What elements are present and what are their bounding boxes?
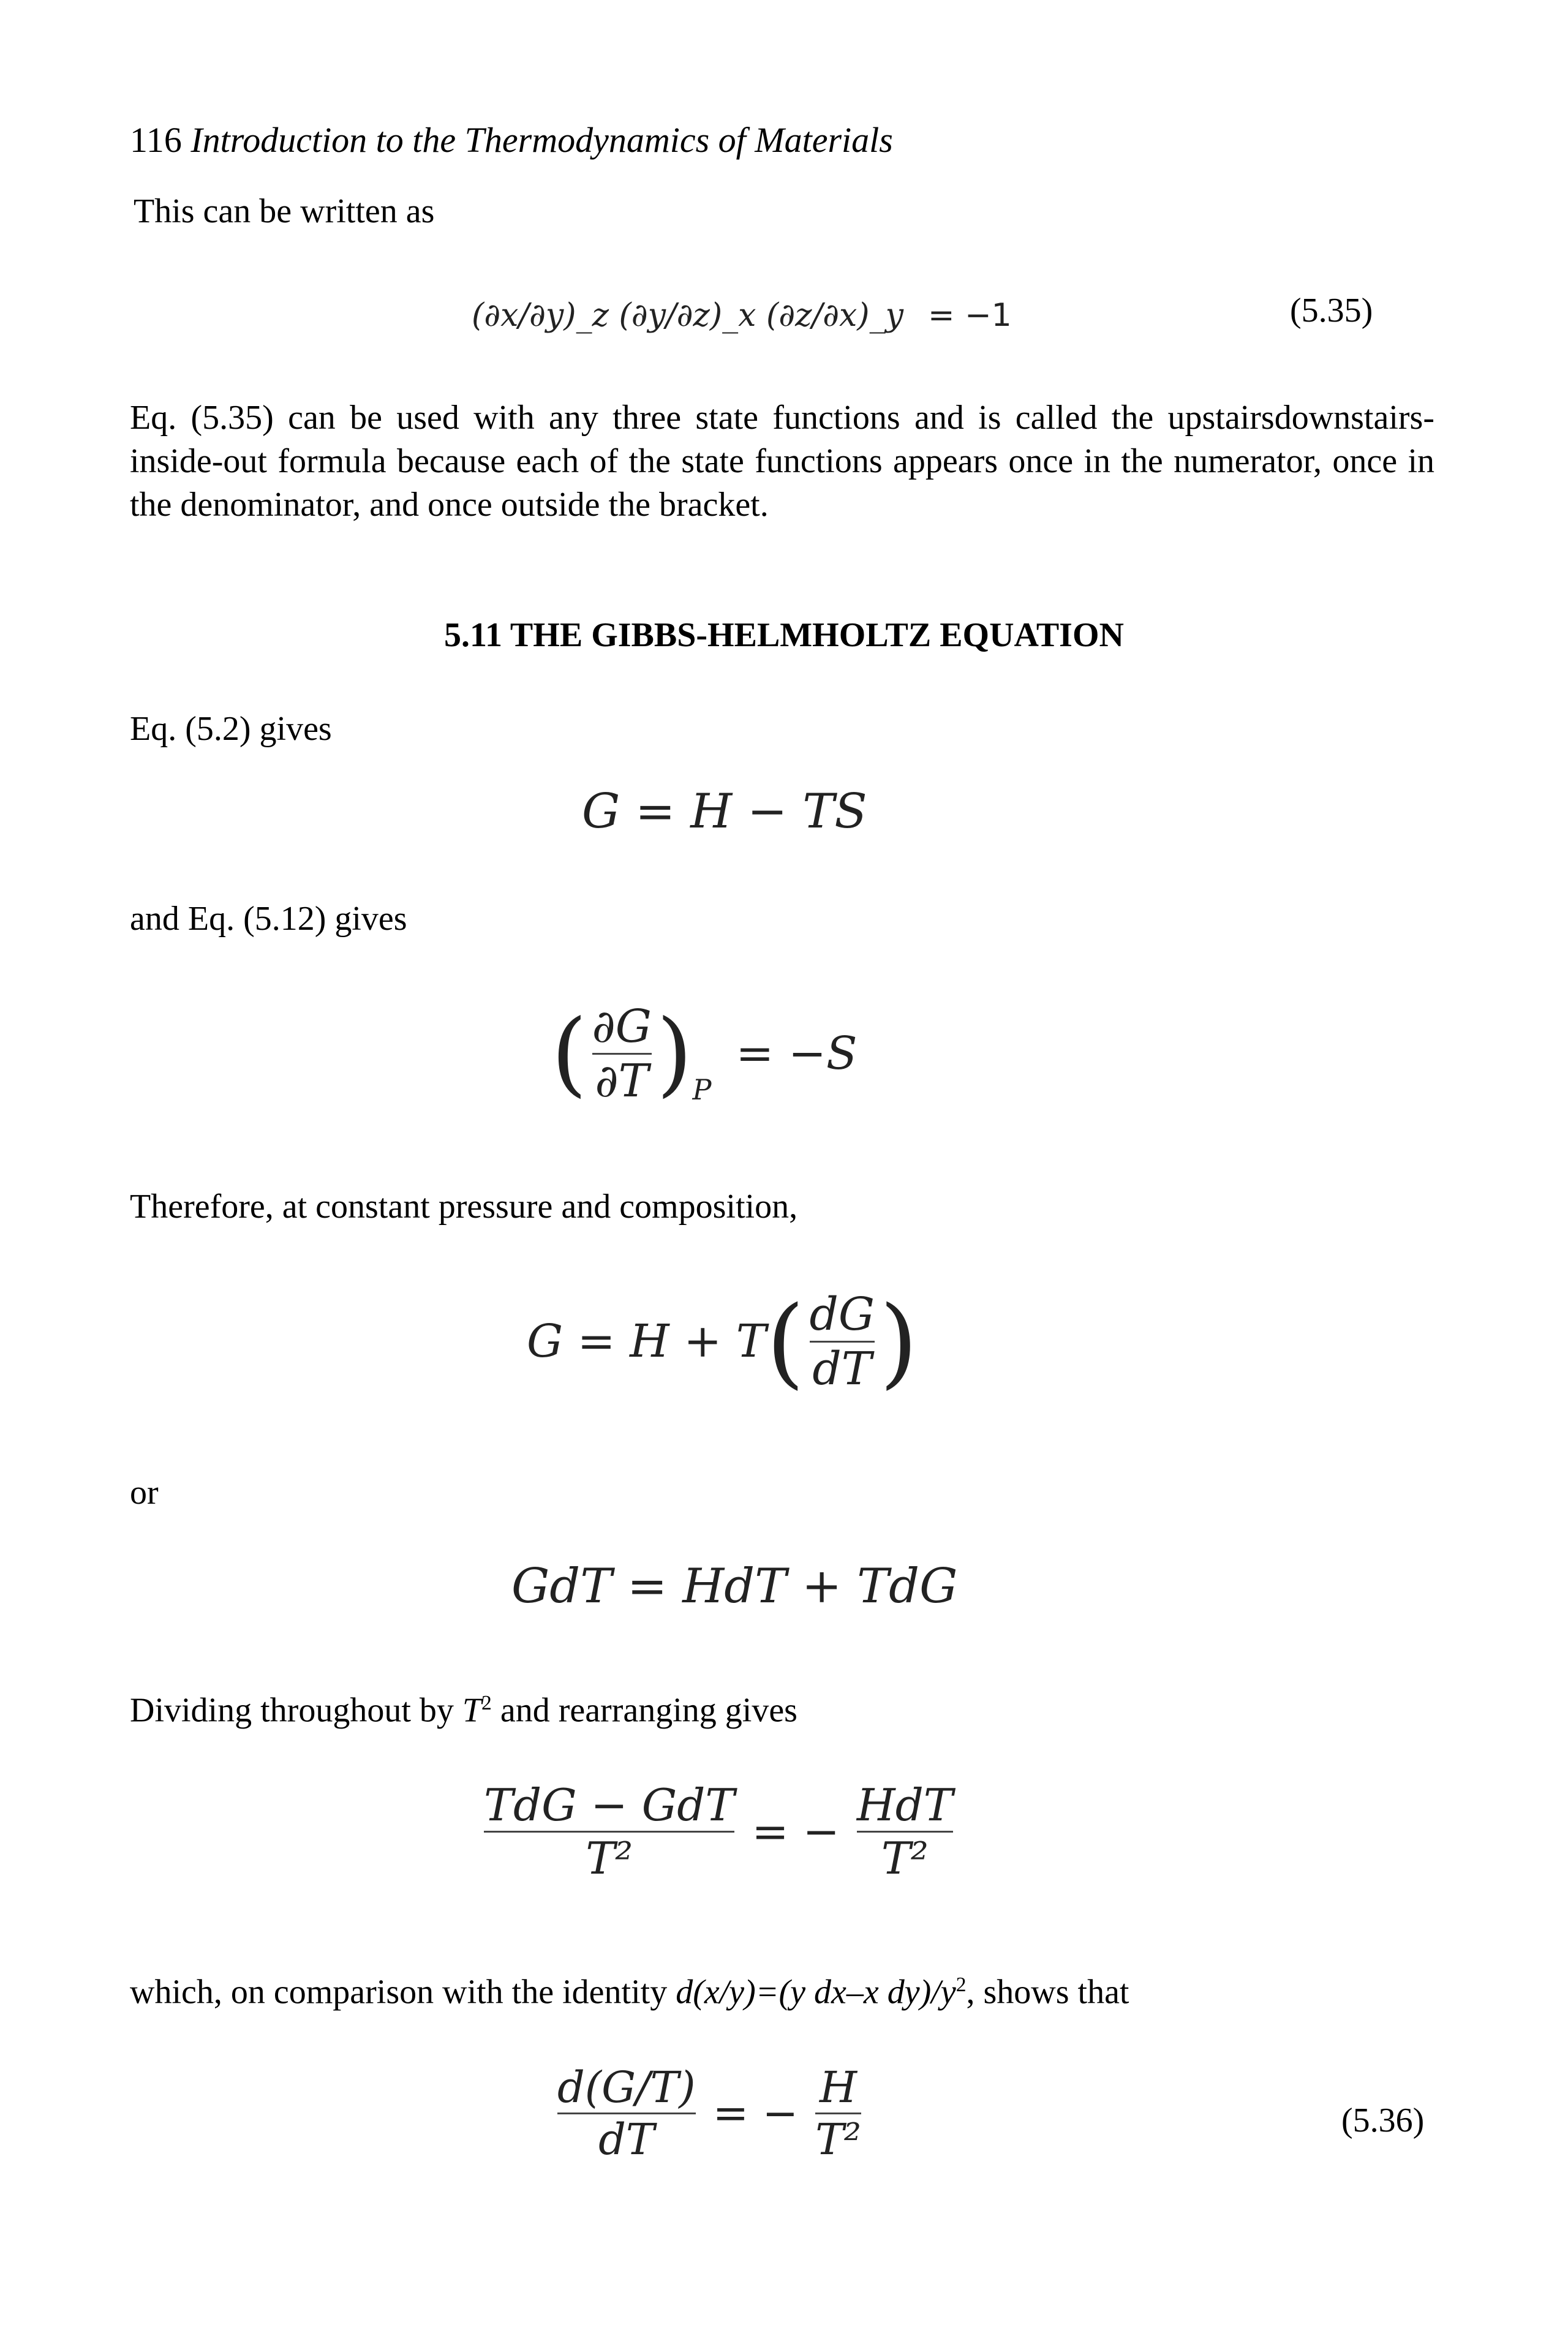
paragraph-5: Therefore, at constant pressure and composition,	[130, 1188, 798, 1226]
denominator: dT	[598, 2114, 655, 2165]
superscript: 2	[956, 1973, 967, 1996]
right-fraction	[815, 2062, 861, 2165]
variable: T	[462, 1691, 482, 1730]
equation-5-35	[472, 263, 1012, 368]
equation-5-35-lhs: (∂x/∂y)_z (∂y/∂z)_x (∂z/∂x)_y	[472, 297, 903, 334]
book-title: Introduction to the Thermodynamics of Materials	[190, 120, 893, 160]
numerator: dG	[809, 1287, 875, 1341]
text: , shows that	[966, 1973, 1129, 2011]
right-paren: )	[656, 1000, 693, 1107]
equation-number-5-35: (5.35)	[1290, 292, 1373, 330]
equation-G-H-T	[527, 1277, 918, 1406]
right-fraction	[857, 1779, 953, 1884]
equation-GdT: GdT = HdT + TdG	[511, 1559, 958, 1614]
paragraph-4: and Eq. (5.12) gives	[130, 900, 407, 938]
fraction	[810, 1288, 875, 1395]
paragraph-8	[130, 1963, 1129, 2015]
fraction	[592, 1000, 652, 1107]
equals: = −	[752, 1806, 840, 1857]
denominator: T²	[881, 1832, 929, 1884]
numerator: TdG − GdT	[484, 1779, 735, 1831]
denominator: dT	[812, 1342, 872, 1395]
numerator: ∂G	[592, 1000, 652, 1053]
equation-dG-dT	[551, 992, 858, 1115]
paragraph-2: Eq. (5.35) can be used with any three state functions and is called the upstairsdownstairs-inside-out formula because each of the state functions appears once in the numerator, once in the denominator, and once outside the bracket.	[130, 399, 1434, 524]
denominator: ∂T	[595, 1054, 649, 1107]
page-number: 116	[130, 120, 182, 160]
numerator: H	[820, 2062, 858, 2113]
lhs: G = H + T	[527, 1315, 767, 1368]
text: Dividing throughout by	[130, 1691, 462, 1730]
equation-rearranged	[484, 1764, 953, 1899]
left-fraction	[484, 1779, 734, 1884]
equals: = −	[712, 2088, 799, 2138]
running-header	[130, 119, 893, 160]
equation-number-5-36: (5.36)	[1341, 2101, 1425, 2139]
left-paren: (	[551, 1000, 587, 1107]
right-paren: )	[880, 1284, 918, 1399]
section-heading: 5.11 THE GIBBS-HELMHOLTZ EQUATION	[444, 616, 1124, 654]
paragraph-1: This can be written as	[134, 192, 435, 230]
paragraph-6: or	[130, 1474, 159, 1512]
paragraph-7	[130, 1681, 797, 1733]
denominator: T²	[815, 2114, 861, 2165]
left-paren: (	[766, 1284, 805, 1399]
left-fraction	[557, 2062, 696, 2165]
numerator: HdT	[856, 1779, 953, 1831]
text: which, on comparison with the identity	[130, 1973, 676, 2011]
text: and rearranging gives	[491, 1691, 797, 1730]
equation-5-35-rhs: = −1	[927, 297, 1012, 334]
paragraph-3: Eq. (5.2) gives	[130, 710, 332, 748]
superscript: 2	[481, 1692, 492, 1714]
equation-gibbs: G = H − TS	[582, 784, 867, 839]
subscript-p: P	[692, 1073, 712, 1106]
numerator: d(G/T)	[557, 2062, 696, 2113]
denominator: T²	[586, 1832, 633, 1884]
equation-5-36	[557, 2046, 861, 2180]
identity: d(x/y)=(y dx–x dy)/y	[676, 1973, 956, 2011]
rhs: = −S	[736, 1027, 858, 1080]
